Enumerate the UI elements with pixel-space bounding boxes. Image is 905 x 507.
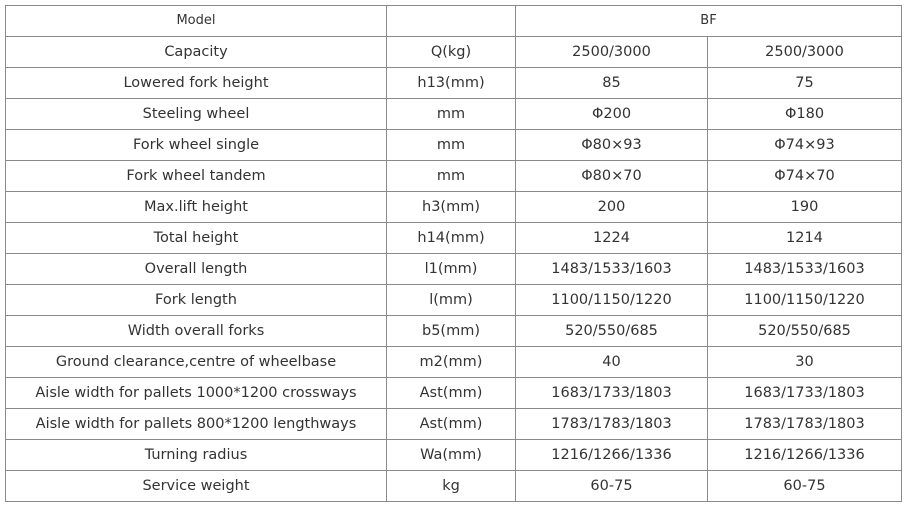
spec-value-cell-2: 2500/3000	[708, 37, 902, 68]
spec-value-cell-2: Φ74×93	[708, 130, 902, 161]
spec-value-cell-2: 1214	[708, 223, 902, 254]
table-row	[6, 378, 902, 409]
spec-label-cell: Aisle width for pallets 800*1200 lengthways	[6, 409, 387, 440]
table-row	[6, 99, 902, 130]
spec-value-cell-1: 1100/1150/1220	[516, 285, 708, 316]
spec-unit-cell: mm	[387, 161, 516, 192]
spec-unit-cell: Ast(mm)	[387, 378, 516, 409]
spec-unit-cell: mm	[387, 99, 516, 130]
table-row	[6, 223, 902, 254]
spec-label-cell: Total height	[6, 223, 387, 254]
spec-value-cell-2: Φ180	[708, 99, 902, 130]
table-row	[6, 440, 902, 471]
spec-unit-cell: h13(mm)	[387, 68, 516, 99]
spec-label-cell: Ground clearance,centre of wheelbase	[6, 347, 387, 378]
spec-label-cell: Steeling wheel	[6, 99, 387, 130]
spec-unit-cell: Ast(mm)	[387, 409, 516, 440]
spec-label-cell: Service weight	[6, 471, 387, 502]
spec-unit-cell: b5(mm)	[387, 316, 516, 347]
spec-unit-cell: l1(mm)	[387, 254, 516, 285]
table-row	[6, 285, 902, 316]
spec-label-cell: Lowered fork height	[6, 68, 387, 99]
series-header-cell: BF	[516, 6, 902, 37]
spec-value-cell-2: 190	[708, 192, 902, 223]
table-row	[6, 192, 902, 223]
spec-value-cell-2: 1100/1150/1220	[708, 285, 902, 316]
spec-value-cell-1: 1783/1783/1803	[516, 409, 708, 440]
spec-unit-cell: mm	[387, 130, 516, 161]
spec-value-cell-2: 75	[708, 68, 902, 99]
spec-value-cell-1: 1216/1266/1336	[516, 440, 708, 471]
spec-value-cell-1: Φ80×70	[516, 161, 708, 192]
spec-value-cell-2: 60-75	[708, 471, 902, 502]
spec-unit-cell: h14(mm)	[387, 223, 516, 254]
spec-unit-cell: m2(mm)	[387, 347, 516, 378]
header-row	[6, 6, 902, 37]
spec-label-cell: Max.lift height	[6, 192, 387, 223]
table-row	[6, 471, 902, 502]
table-row	[6, 347, 902, 378]
spec-label-cell: Width overall forks	[6, 316, 387, 347]
spec-value-cell-2: 30	[708, 347, 902, 378]
spec-unit-cell: h3(mm)	[387, 192, 516, 223]
spec-label-cell: Aisle width for pallets 1000*1200 crossways	[6, 378, 387, 409]
spec-value-cell-1: 40	[516, 347, 708, 378]
model-header-cell: Model	[6, 6, 387, 37]
spec-value-cell-1: Φ80×93	[516, 130, 708, 161]
spec-value-cell-1: Φ200	[516, 99, 708, 130]
spec-label-cell: Fork wheel single	[6, 130, 387, 161]
spec-value-cell-1: 85	[516, 68, 708, 99]
spec-table-body	[6, 6, 902, 502]
spec-value-cell-2: 1783/1783/1803	[708, 409, 902, 440]
spec-unit-cell: Q(kg)	[387, 37, 516, 68]
table-row	[6, 161, 902, 192]
spec-value-cell-1: 200	[516, 192, 708, 223]
spec-value-cell-2: 1216/1266/1336	[708, 440, 902, 471]
table-row	[6, 37, 902, 68]
spec-label-cell: Capacity	[6, 37, 387, 68]
spec-unit-cell: Wa(mm)	[387, 440, 516, 471]
spec-label-cell: Overall length	[6, 254, 387, 285]
spec-value-cell-2: 1483/1533/1603	[708, 254, 902, 285]
spec-label-cell: Fork length	[6, 285, 387, 316]
spec-label-cell: Fork wheel tandem	[6, 161, 387, 192]
table-row	[6, 68, 902, 99]
table-row	[6, 409, 902, 440]
spec-value-cell-1: 1483/1533/1603	[516, 254, 708, 285]
table-row	[6, 316, 902, 347]
spec-unit-cell: kg	[387, 471, 516, 502]
spec-value-cell-1: 1683/1733/1803	[516, 378, 708, 409]
spec-table	[5, 5, 902, 502]
table-row	[6, 130, 902, 161]
spec-label-cell: Turning radius	[6, 440, 387, 471]
spec-value-cell-1: 1224	[516, 223, 708, 254]
spec-value-cell-1: 2500/3000	[516, 37, 708, 68]
spec-value-cell-1: 60-75	[516, 471, 708, 502]
table-row	[6, 254, 902, 285]
spec-unit-cell: l(mm)	[387, 285, 516, 316]
spec-value-cell-2: Φ74×70	[708, 161, 902, 192]
spec-value-cell-2: 520/550/685	[708, 316, 902, 347]
spec-value-cell-2: 1683/1733/1803	[708, 378, 902, 409]
unit-header-cell	[387, 6, 516, 37]
spec-value-cell-1: 520/550/685	[516, 316, 708, 347]
